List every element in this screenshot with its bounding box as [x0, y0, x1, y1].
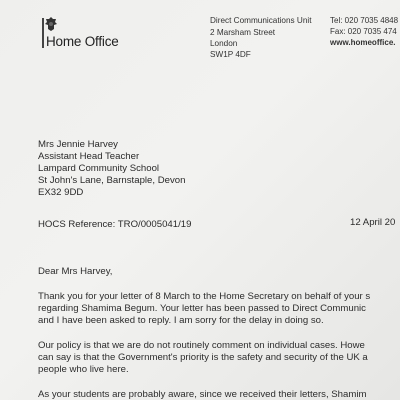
paragraph-3-line-1: As your students are probably aware, since we received their letters, Shamim: [38, 389, 367, 400]
royal-crest-icon: [44, 16, 58, 32]
tel-number: Tel: 020 7035 4848: [330, 16, 399, 25]
paragraph-1-line-1: Thank you for your letter of 8 March to the Home Secretary on behalf of your s: [38, 291, 371, 302]
salutation: Dear Mrs Harvey,: [38, 266, 113, 277]
recipient-line-1: Mrs Jennie Harvey: [38, 139, 118, 150]
logo-divider: [42, 18, 44, 48]
letter-date: 12 April 20: [350, 217, 396, 228]
address-line-4: SW1P 4DF: [210, 50, 251, 59]
hocs-reference: HOCS Reference: TRO/0005041/19: [38, 219, 192, 230]
paragraph-2-line-2: can say is that the Government's priority is the safety and security of the UK a: [38, 352, 368, 363]
website-url: www.homeoffice.: [330, 38, 396, 47]
recipient-line-4: St John's Lane, Barnstaple, Devon: [38, 175, 186, 186]
paragraph-2-line-1: Our policy is that we are do not routinely comment on individual cases. Howe: [38, 340, 365, 351]
paragraph-1-line-2: regarding Shamima Begum. Your letter has been passed to Direct Communic: [38, 303, 366, 314]
recipient-line-3: Lampard Community School: [38, 163, 160, 174]
address-line-3: London: [210, 39, 238, 48]
address-line-2: 2 Marsham Street: [210, 28, 276, 37]
fax-number: Fax: 020 7035 474: [330, 27, 397, 36]
paragraph-1-line-3: and I have been asked to reply. I am sorry for the delay in doing so.: [38, 315, 324, 326]
recipient-line-2: Assistant Head Teacher: [38, 151, 140, 162]
org-logo-text: Home Office: [46, 34, 119, 49]
recipient-line-5: EX32 9DD: [38, 187, 84, 198]
paragraph-2-line-3: people who live here.: [38, 364, 129, 375]
address-line-1: Direct Communications Unit: [210, 16, 312, 25]
